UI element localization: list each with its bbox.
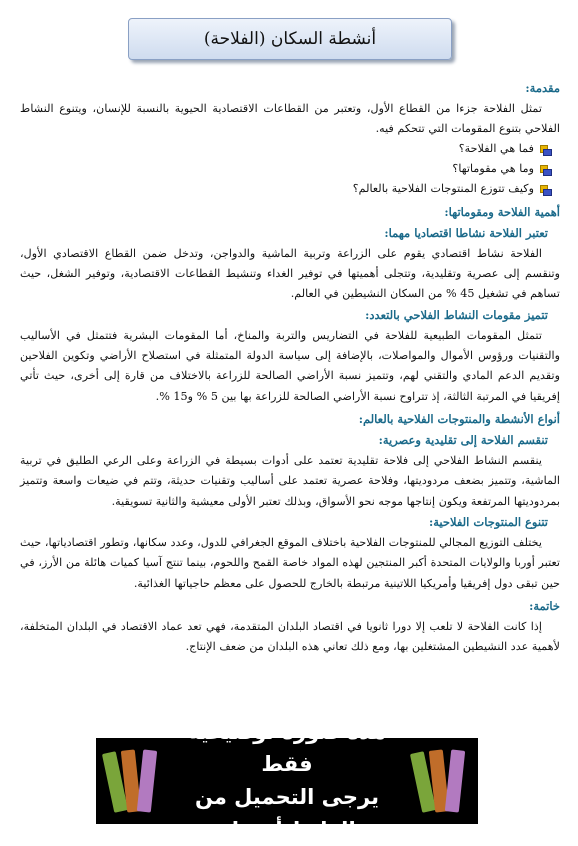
importance-subheading-2: تتميز مقومات النشاط الفلاحي بالتعدد:	[365, 307, 548, 322]
banner-line-1: هذه صورة توضيحية فقط	[187, 719, 386, 777]
importance-heading: أهمية الفلاحة ومقوماتها:	[444, 204, 560, 219]
bullet-icon	[540, 185, 550, 195]
types-text-2: يختلف التوزيع المجالي للمنتوجات الفلاحية باختلاف الموقع الجغرافي للدول، وعدد سكانها، وتطور اقتصادياتها، حيث تعتبر أوربا والولايات المتحدة أكبر المنتجين لهذه المواد خاصة القمح واللحوم، بينما تنتج آسيا كميات هائلة من الأرز، في حين تبقى دول إفريقيا وأمريكيا اللاتينية مرتبطة بالخارج للحصول على معظم حاجياتها الغذائية.	[20, 535, 560, 590]
conclusion-heading: خاتمة:	[529, 599, 560, 614]
bullet-icon	[540, 145, 550, 155]
conclusion-text: إذا كانت الفلاحة لا تلعب إلا دورا ثانويا في اقتصاد البلدان المتقدمة، فهي تعد عماد الاقتصاد في البلدان المتخلفة، لأهمية عدد النشيطين المشتغلين بها، ومع ذلك تعاني هذه البلدان من ضعف الإنتاج.	[20, 620, 560, 654]
page-title-text: أنشطة السكان (الفلاحة)	[203, 29, 377, 49]
question-text: وكيف تتوزع المنتوجات الفلاحية بالعالم؟	[352, 182, 534, 196]
types-subheading-1: تنقسم الفلاحة إلى تقليدية وعصرية:	[378, 432, 548, 447]
types-text-1: ينقسم النشاط الفلاحي إلى فلاحة تقليدية تعتمد على أدوات بسيطة في الزراعة وعلى الرعي الطليق في تربية الماشية، وتتميز بضعف مردوديتها، وفلاحة عصرية تعتمد على أساليب وتقنيات حديثة، وتتم في ضيعات واسعة وتتميز بمردوديتها المرتفعة ويكون إنتاجها موجه نحو الأسواق، وبذلك تعتبر الأولى معيشية والثانية تسويقية.	[20, 453, 560, 508]
books-icon	[104, 746, 162, 816]
banner-line-2: يرجى التحميل من الرابط أسفله	[194, 785, 380, 842]
question-item	[20, 180, 560, 200]
page-title	[128, 18, 452, 60]
importance-text-2: تتمثل المقومات الطبيعية للفلاحة في التضاريس والتربة والمناخ، أما المقومات البشرية فتتمثل في الأساليب والتقنيات ورؤوس الأموال والمواصلات، بالإضافة إلى سياسة الدولة المتمثلة في استصلاح الأراضي وتكوين الفلاحين وتقديم الدعم المادي والتقني لهم، وتتميز نسبة الأراضي الصالحة للزراعة بالاختلاف من قارة إلى أخرى، حيث تأتي إفريقيا في المرتبة الثالثة، إذ تتراوح نسبة الأراضي الصالحة للزراعة بها بين 5 % و15 %.	[20, 328, 560, 403]
download-banner[interactable]	[96, 719, 478, 842]
question-item	[20, 140, 560, 160]
question-text: فما هي الفلاحة؟	[458, 142, 534, 156]
types-subheading-2: تتنوع المنتوجات الفلاحية:	[429, 515, 548, 530]
books-icon	[412, 746, 470, 816]
bullet-icon	[540, 165, 550, 175]
document-body	[20, 76, 560, 658]
importance-text-1: الفلاحة نشاط اقتصادي يقوم على الزراعة وتربية الماشية والدواجن، وتدخل ضمن القطاع الاقتصادي الأول، وتنقسم إلى عصرية وتقليدية، وتتجلى أهميتها في توفير الغداء وتنشيط القطاعات الاقتصادية، وتوفير الشغل، حيث تساهم في تشغيل 45 % من السكان النشيطين في العالم.	[20, 246, 560, 301]
intro-heading: مقدمة:	[525, 81, 560, 95]
question-item	[20, 160, 560, 180]
importance-subheading-1: تعتبر الفلاحة نشاطا اقتصاديا مهما:	[384, 225, 548, 240]
banner-text	[170, 716, 404, 846]
question-text: وما هي مقوماتها؟	[452, 162, 534, 176]
types-heading: أنواع الأنشطة والمنتوجات الفلاحية بالعالم:	[358, 412, 560, 427]
intro-text: تمثل الفلاحة جزءا من القطاع الأول، وتعتبر من القطاعات الاقتصادية الحيوية بالنسبة للإنسان، ويتنوع النشاط الفلاحي بتنوع المقومات التي تتحكم فيه.	[20, 101, 560, 136]
